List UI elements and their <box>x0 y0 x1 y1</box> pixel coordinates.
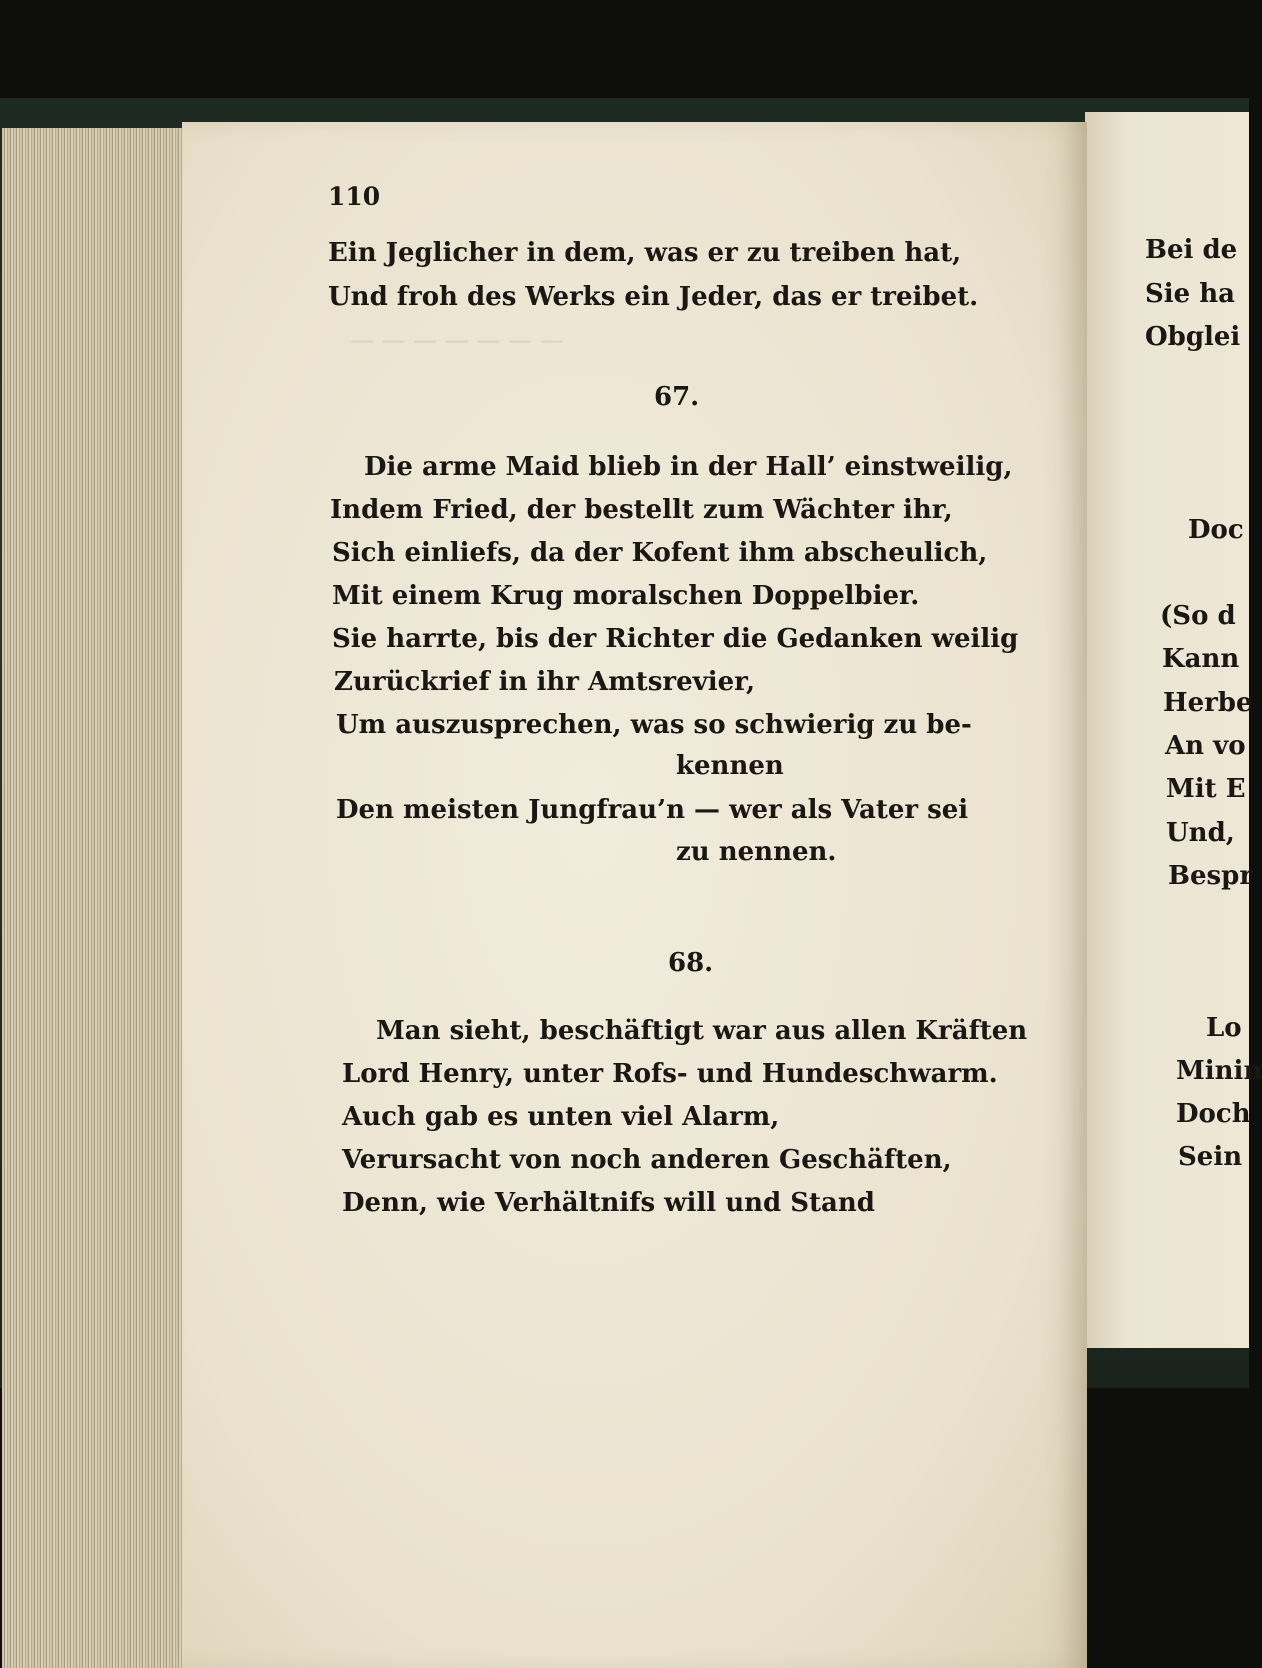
line-top-1: Ein Jeglicher in dem, was er zu treiben hat, <box>328 238 962 268</box>
stanza-67-number: 67. <box>654 382 700 412</box>
stanza-68-line-3: Auch gab es unten viel Alarm, <box>342 1102 780 1132</box>
right-fragment-13: Minin <box>1176 1056 1262 1086</box>
right-fragment-15: Sein <box>1178 1142 1243 1172</box>
bleed-through: — — — — — — — <box>350 326 564 354</box>
stanza-68-number: 68. <box>668 948 714 978</box>
right-fragment-1: Bei de <box>1145 235 1238 265</box>
stanza-68-line-2: Lord Henry, unter Rofs- und Hundeschwarm. <box>342 1059 998 1089</box>
right-fragment-6: Kann <box>1162 644 1240 674</box>
stanza-67-line-5: Sie harrte, bis der Richter die Gedanken weilig <box>332 624 1019 654</box>
stanza-67-line-4: Mit einem Krug moralschen Doppelbier. <box>332 581 920 611</box>
stanza-68-line-4: Verursacht von noch anderen Geschäften, <box>342 1145 952 1175</box>
right-fragment-14: Doch <box>1176 1099 1251 1129</box>
right-fragment-5: (So d <box>1160 601 1236 631</box>
page-number: 110 <box>328 182 381 211</box>
right-fragment-9: Mit E <box>1166 774 1246 804</box>
stanza-67-line-6: Zurückrief in ihr Amtsrevier, <box>334 667 756 697</box>
stanza-68-line-5: Denn, wie Verhältnifs will und Stand <box>342 1188 875 1218</box>
right-fragment-3: Obglei <box>1145 322 1241 352</box>
right-fragment-10: Und, <box>1166 818 1235 848</box>
stanza-67-line-1: Die arme Maid blieb in der Hall’ einstweilig, <box>364 452 1013 482</box>
stanza-67-line-3: Sich einliefs, da der Kofent ihm abscheulich, <box>332 538 988 568</box>
stanza-67-line-2: Indem Fried, der bestellt zum Wächter ihr, <box>330 495 953 525</box>
right-fragment-12: Lo <box>1206 1013 1242 1043</box>
right-fragment-4: Doc <box>1188 515 1244 545</box>
right-fragment-8: An vo <box>1165 731 1246 761</box>
right-fragment-2: Sie ha <box>1145 279 1235 309</box>
stanza-67-line-9: Den meisten Jungfrau’n — wer als Vater sei <box>336 795 969 825</box>
stanza-67-line-8: kennen <box>676 751 784 781</box>
right-fragment-7: Herbe <box>1163 688 1253 718</box>
right-fragment-11: Bespr <box>1168 861 1254 891</box>
stanza-67-line-10: zu nennen. <box>676 837 837 867</box>
stanza-67-line-7: Um auszusprechen, was so schwierig zu be- <box>336 710 972 740</box>
line-top-2: Und froh des Werks ein Jeder, das er treibet. <box>328 282 979 312</box>
stanza-68-line-1: Man sieht, beschäftigt war aus allen Kräften <box>376 1016 1028 1046</box>
